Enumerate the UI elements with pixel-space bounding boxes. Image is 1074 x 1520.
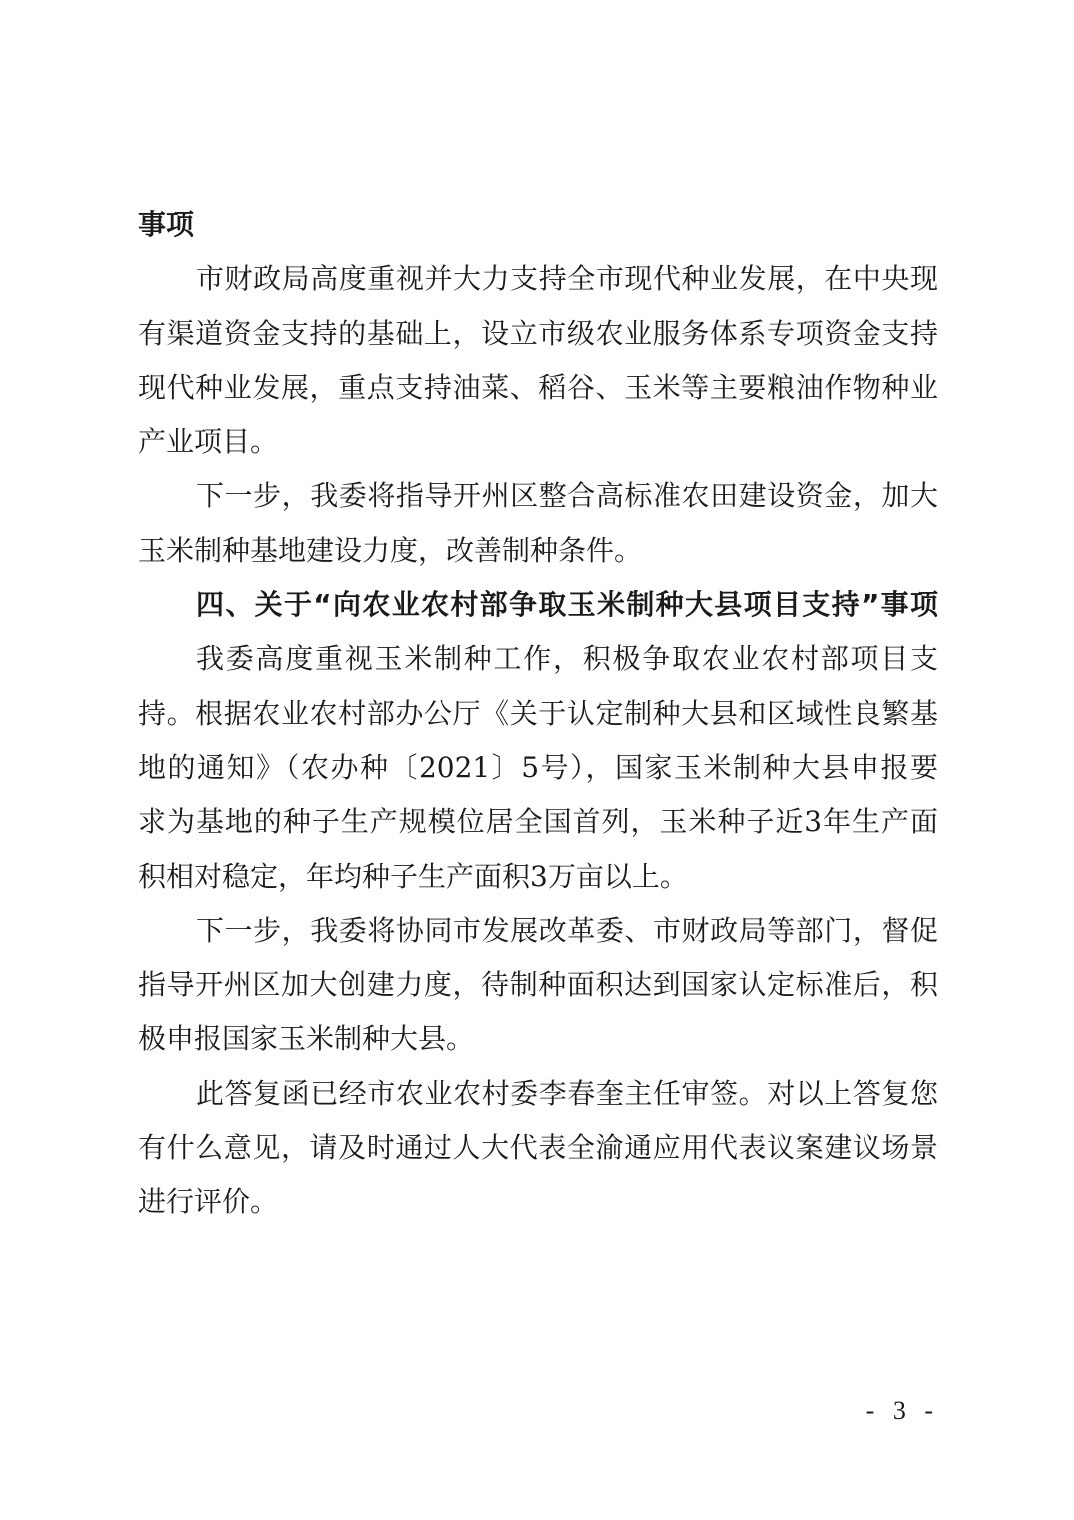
paragraph-line: 地的通知》（农办种〔2021〕5号），国家玉米制种大县申报要 xyxy=(138,750,938,784)
paragraph-line: 进行评价。 xyxy=(138,1185,279,1219)
page-number: - 3 - xyxy=(865,1396,939,1425)
paragraph-line: 求为基地的种子生产规模位居全国首列，玉米种子近3年生产面 xyxy=(138,805,938,839)
paragraph-line: 极申报国家玉米制种大县。 xyxy=(138,1022,475,1056)
section-heading: 四、关于“向农业农村部争取玉米制种大县项目支持”事项 xyxy=(196,588,938,622)
section-heading-continuation: 事项 xyxy=(138,208,195,241)
paragraph-line: 指导开州区加大创建力度，待制种面积达到国家认定标准后，积 xyxy=(138,968,938,1002)
paragraph-line: 积相对稳定，年均种子生产面积3万亩以上。 xyxy=(138,859,688,893)
paragraph-line: 玉米制种基地建设力度，改善制种条件。 xyxy=(138,533,643,567)
paragraph-line: 有什么意见，请及时通过人大代表全渝通应用代表议案建议场景 xyxy=(138,1131,938,1165)
paragraph-line: 我委高度重视玉米制种工作，积极争取农业农村部项目支 xyxy=(196,642,938,676)
paragraph-line: 下一步，我委将协同市发展改革委、市财政局等部门，督促 xyxy=(196,913,938,947)
paragraph-line: 市财政局高度重视并大力支持全市现代种业发展，在中央现 xyxy=(196,262,938,296)
paragraph-line: 有渠道资金支持的基础上，设立市级农业服务体系专项资金支持 xyxy=(138,316,938,350)
paragraph-line: 此答复函已经市农业农村委李春奎主任审签。对以上答复您 xyxy=(196,1076,938,1110)
document-body xyxy=(138,198,938,1230)
paragraph-line: 下一步，我委将指导开州区整合高标准农田建设资金，加大 xyxy=(196,479,938,513)
paragraph-line: 持。根据农业农村部办公厅《关于认定制种大县和区域性良繁基 xyxy=(138,696,938,730)
paragraph-line: 现代种业发展，重点支持油菜、稻谷、玉米等主要粮油作物种业 xyxy=(138,370,938,404)
paragraph-line: 产业项目。 xyxy=(138,425,279,459)
